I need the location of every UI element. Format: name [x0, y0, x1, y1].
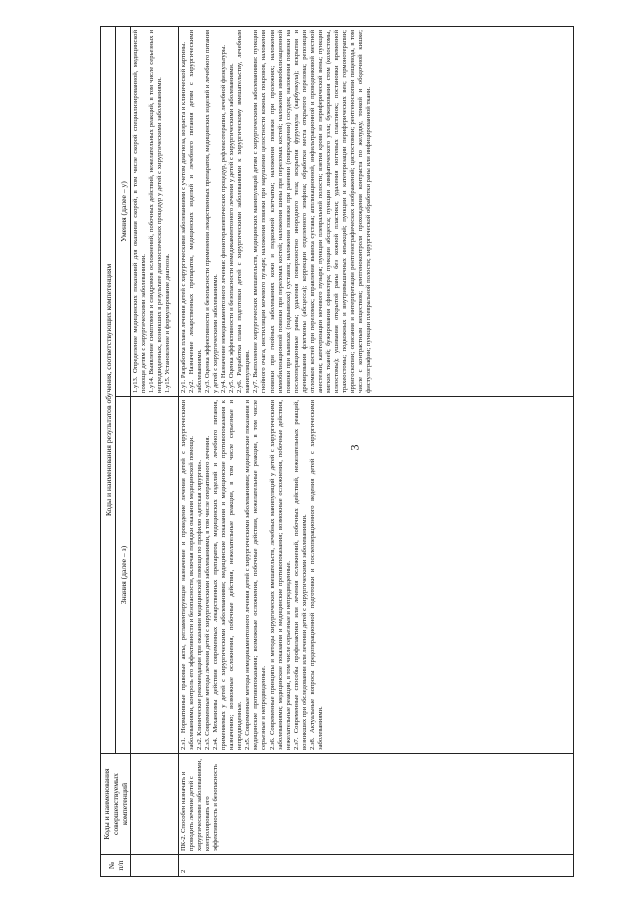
cell-empty	[131, 754, 179, 855]
skill-item: 2.у7. Выполнение хирургических вмешательств, медицинских манипуляций детям с хирургическими заболеваниями: пункции гнойного очага, инстилляции мочевого пузыря; наложения повязки при нарушении целостности кожных покровов, наложения повязки при гнойных заболеваниях кожи и подкожной клетчатки; наложения повязки при пролежнях; наложения иммобилизационной повязки при переломах костей; наложения шины при переломах костей; наложения иммобилизационной повязки при вывихах (подвывихах) суставов; наложения повязки при ранении (повреждении) сосудов; наложения повязки на послеоперационные раны; удаления поверхностно инородного тела; вскрытия фурункула (карбункула); вскрытия и дренирования флегмоны (абсцесса); коррекции отделенного эпифиза; обработки места открытого перелома; репозиции отломков костей при переломах; вправления вывиха сустава; аппликационной, инфильтрационной и проводниковой местной анестезии; катетеризации мочевого пузыря; пункции плевральной полости; взятия крови из периферической вены; пункции мягких тканей; бужирования сфинктера; пункции абсцесса; пункции лимфатического узла; бужирования стом (колостомы, илеостомы); ушивания открытой раны без кожной пластики; удаления ногтевых пластинок; постановки временной трахеостомы; подкожных и внутримышечных инъекций; пункции и катетеризации периферических вен; гормонотерапии; ирригоскопии; описания и интерпретации рентгенографических изображений; цистостомии; рентгеноскопии пищевода, в том числе с контрастным веществом; рентгеноконтроля прохождения контраста по желудку, тонкой и ободочной кишке; фистулографии; пункции плевральной полости; хирургической обработки раны или инфицированной ткани.	[252, 29, 373, 393]
skill-item: 2.у6. Разработка плана подготовки детей с хирургическими заболеваниями к хирургическому вмешательству, лечебным манипуляциям.	[236, 29, 252, 393]
knowledge-item: 2.з7. Современные способы профилактики или лечения осложнений, побочных действий, нежелательных реакций, возникших при обследовании или лечении детей с хирургическими заболеваниями.	[292, 400, 308, 750]
cell-empty	[131, 855, 179, 877]
skill-item: 1.у13. Определение медицинских показаний для оказания скорой, в том числе скорой специализированной, медицинской помощи детям с хирургическими заболеваниями.	[132, 29, 148, 393]
knowledge-item: 2.з2. Клинические рекомендации при оказании медицинской помощи по профилю «детская хирургия».	[196, 459, 204, 750]
knowledge-item: 2.з3. Современные методы лечения детей с хирургическими заболеваниями, в том числе оперативного лечения.	[204, 435, 212, 750]
skills-cell-continuation	[131, 26, 179, 396]
table-row-continuation	[131, 26, 179, 876]
page-number: 3	[347, 444, 362, 451]
competency-table-page	[100, 27, 620, 877]
knowledge-item: 2.з4. Механизмы действия современных лекарственных препаратов, медицинских изделий и лечебного питания, применяемых у детей с хирургическими заболеваниями; медицинские показания и медицинские противопоказания к назначению; возможные осложнения, побочные действия, нежелательные реакции, в том числе серьезные и непредвиденные.	[212, 400, 244, 750]
knowledge-item: 2.з6. Современные принципы и методы хирургических вмешательств, лечебных манипуляций у детей с хирургическими заболеваниями; медицинские показания и медицинские противопоказания; возможные осложнения, побочные действия, нежелательные реакции, в том числе серьезные и непредвиденные.	[268, 400, 292, 750]
knowledge-item: 2.з1. Нормативные правовые акты, регламентирующие назначение и проведение лечения детей с хирургическими заболеваниями, контроль его эффективности и безопасности, включая порядки оказания медицинской помощи.	[180, 400, 196, 750]
skill-item: 2.у1. Разработка плана лечения детей с хирургическими заболеваниями с учетом диагноза, возраста и клинической картины.	[180, 41, 187, 393]
header-knowledge: Знания (далее – з)	[116, 397, 131, 754]
header-row-2	[116, 26, 131, 876]
table-row-pk2	[179, 26, 574, 876]
skills-cell	[179, 26, 574, 396]
skill-item: 2.у3. Оценка эффективности и безопасности применения лекарственных препаратов, медицинских изделий и лечебного питания у детей с хирургическими заболеваниями.	[204, 29, 220, 393]
knowledge-cell	[179, 397, 574, 754]
knowledge-item: 2.з5. Современные методы немедикаментозного лечения детей с хирургическими заболеваниями; медицинские показания и медицинские противопоказания; возможные осложнения, побочные действия, нежелательные реакции, в том числе серьезные и непредвиденные.	[244, 400, 268, 750]
competency-table	[100, 26, 574, 877]
skill-item: 1.у15. Установление и формулирование диагноза.	[164, 253, 172, 393]
header-skills: Умения (далее – у)	[116, 26, 131, 396]
header-competency: Коды и наименования совершенствуемых компетенций	[101, 754, 131, 855]
header-number: № п/п	[101, 855, 131, 877]
cell-empty	[131, 397, 179, 754]
skill-item: 2.у4. Назначение немедикаментозного лечения: физиотерапевтических процедур, рефлексотерапии, лечебной физкультуры.	[220, 44, 228, 393]
skill-item: 2.у2. Назначение лекарственных препаратов, медицинских изделий и лечебного питания детям с хирургическими заболеваниями.	[188, 29, 204, 393]
knowledge-item: 2.з8. Актуальные вопросы предоперационной подготовки и послеоперационного ведения детей с хирургическими заболеваниями.	[308, 400, 324, 750]
competency-cell: ПК-2. Способен назначать и проводить лечение детей с хирургическими заболеваниями, контролировать его эффективность и безопасность	[179, 754, 574, 855]
row-number: 2	[179, 855, 574, 877]
skill-item: 1.у14. Выявление симптомов и синдромов осложнений, побочных действий, нежелательных реакций, в том числе серьезных и непредвиденных, возникших в результате диагностических процедур у детей с хирургическими заболеваниями.	[148, 29, 164, 393]
header-row-1	[101, 26, 116, 876]
skill-item: 2.у5. Оценка эффективности и безопасности немедикаментозного лечения у детей с хирургическими заболеваниями.	[228, 63, 236, 393]
header-results: Коды и наименования результатов обучения, соответствующих компетенциям	[101, 26, 116, 753]
